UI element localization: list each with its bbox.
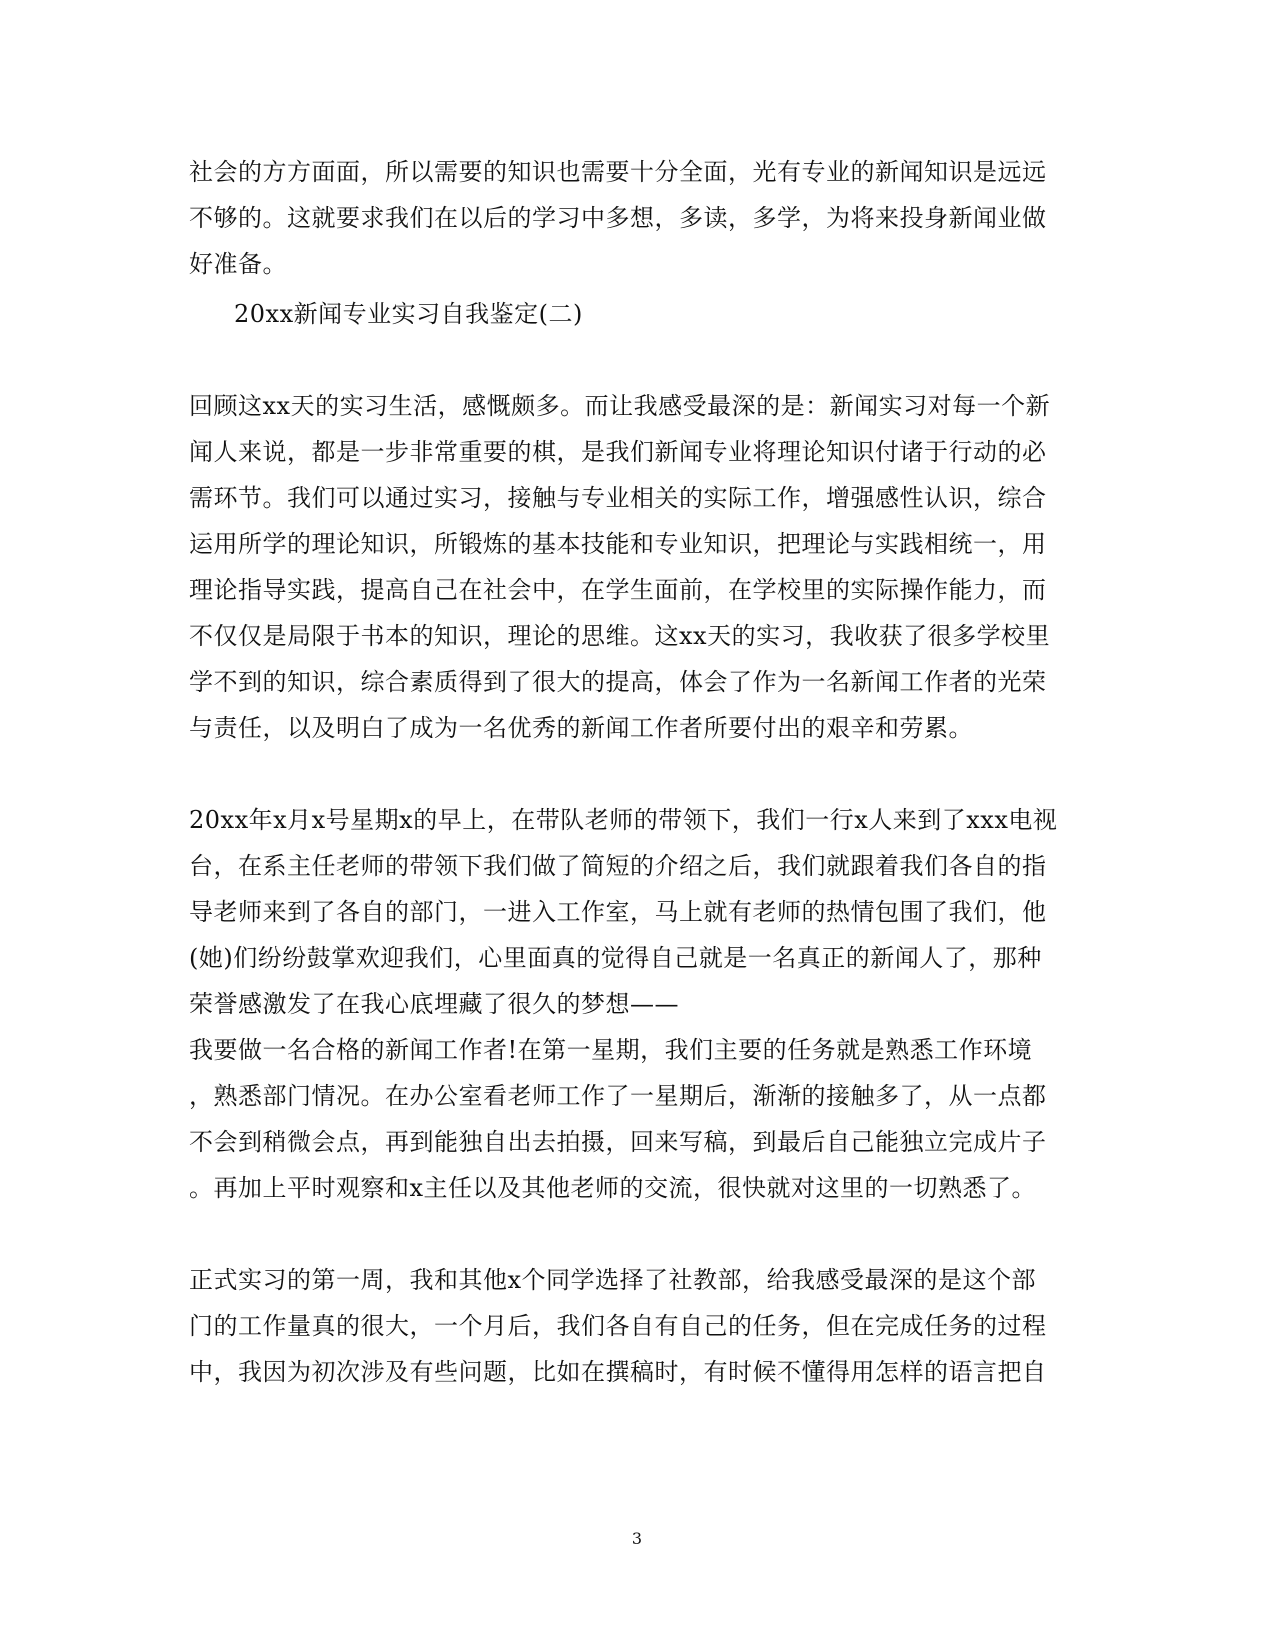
paragraph-2-line-5: 理论指导实践，提高自己在社会中，在学生面前，在学校里的实际操作能力，而 <box>189 576 1047 604</box>
paragraph-3-line-8: 不会到稍微会点，再到能独自出去拍摄，回来写稿，到最后自己能独立完成片子 <box>189 1128 1047 1156</box>
paragraph-1-line-2: 不够的。这就要求我们在以后的学习中多想，多读，多学，为将来投身新闻业做 <box>189 204 1047 232</box>
section-heading: 20xx新闻专业实习自我鉴定(二) <box>234 300 583 328</box>
paragraph-3-line-2: 台，在系主任老师的带领下我们做了简短的介绍之后，我们就跟着我们各自的指 <box>189 852 1047 880</box>
paragraph-2-line-4: 运用所学的理论知识，所锻炼的基本技能和专业知识，把理论与实践相统一，用 <box>189 530 1047 558</box>
paragraph-3-line-1: 20xx年x月x号星期x的早上，在带队老师的带领下，我们一行x人来到了xxx电视 <box>189 806 1058 834</box>
paragraph-3-line-6: 我要做一名合格的新闻工作者!在第一星期，我们主要的任务就是熟悉工作环境 <box>189 1036 1033 1064</box>
paragraph-3-line-9: 。再加上平时观察和x主任以及其他老师的交流，很快就对这里的一切熟悉了。 <box>189 1174 1037 1202</box>
paragraph-2-line-3: 需环节。我们可以通过实习，接触与专业相关的实际工作，增强感性认识，综合 <box>189 484 1047 512</box>
paragraph-2-line-1: 回顾这xx天的实习生活，感慨颇多。而让我感受最深的是：新闻实习对每一个新 <box>189 392 1051 420</box>
paragraph-1-line-1: 社会的方方面面，所以需要的知识也需要十分全面，光有专业的新闻知识是远远 <box>189 158 1047 186</box>
paragraph-1-line-3: 好准备。 <box>189 250 287 278</box>
paragraph-3-line-5: 荣誉感激发了在我心底埋藏了很久的梦想—— <box>189 990 679 1018</box>
paragraph-4-line-1: 正式实习的第一周，我和其他x个同学选择了社教部，给我感受最深的是这个部 <box>189 1266 1037 1294</box>
paragraph-2-line-7: 学不到的知识，综合素质得到了很大的提高，体会了作为一名新闻工作者的光荣 <box>189 668 1047 696</box>
paragraph-2-line-8: 与责任，以及明白了成为一名优秀的新闻工作者所要付出的艰辛和劳累。 <box>189 714 973 742</box>
paragraph-4-line-3: 中，我因为初次涉及有些问题，比如在撰稿时，有时候不懂得用怎样的语言把自 <box>189 1358 1047 1386</box>
paragraph-3-line-3: 导老师来到了各自的部门，一进入工作室，马上就有老师的热情包围了我们，他 <box>189 898 1047 926</box>
paragraph-4-line-2: 门的工作量真的很大，一个月后，我们各自有自己的任务，但在完成任务的过程 <box>189 1312 1047 1340</box>
paragraph-3-line-4: (她)们纷纷鼓掌欢迎我们，心里面真的觉得自己就是一名真正的新闻人了，那种 <box>189 944 1042 972</box>
page-number: 3 <box>631 1529 643 1548</box>
paragraph-2-line-6: 不仅仅是局限于书本的知识，理论的思维。这xx天的实习，我收获了很多学校里 <box>189 622 1051 650</box>
paragraph-3-line-7: ，熟悉部门情况。在办公室看老师工作了一星期后，渐渐的接触多了，从一点都 <box>189 1082 1047 1110</box>
paragraph-2-line-2: 闻人来说，都是一步非常重要的棋，是我们新闻专业将理论知识付诸于行动的必 <box>189 438 1047 466</box>
